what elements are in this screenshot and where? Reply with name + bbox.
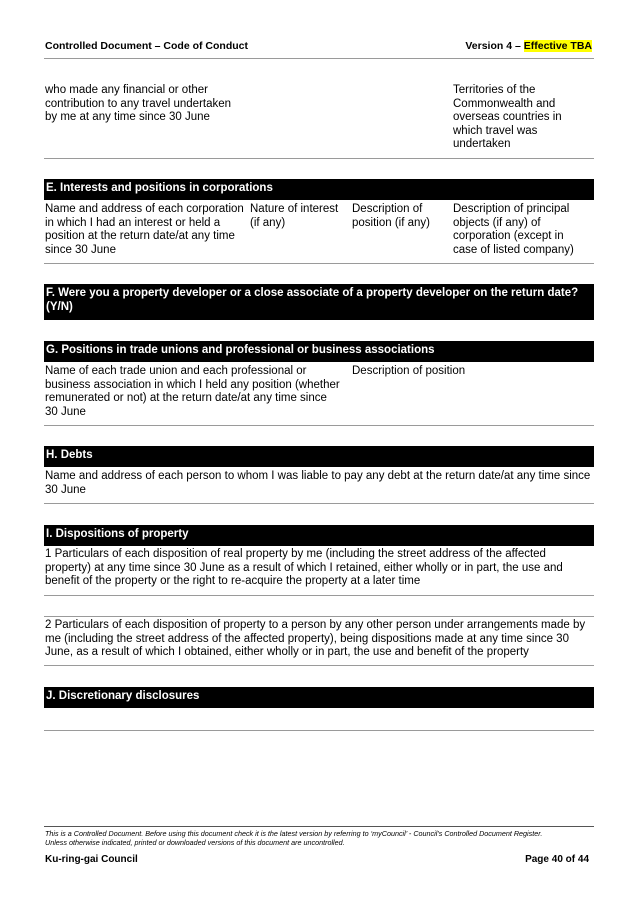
section-e-col-objects: Description of principal objects (if any) of corporation (except in case of listed company) (453, 203, 574, 256)
section-j-rule (44, 730, 594, 731)
section-e-col-position: Description of position (if any) (352, 203, 430, 229)
section-h-rule (44, 503, 594, 504)
section-i-rule-3 (44, 665, 594, 666)
section-g-heading: G. Positions in trade unions and professional or business associations (44, 341, 594, 362)
footer-note-2: Unless otherwise indicated, printed or downloaded versions of this document are uncontrolled. (45, 838, 345, 847)
header-title: Controlled Document – Code of Conduct (45, 40, 248, 52)
section-i-item-2: 2 Particulars of each disposition of property to a person by any other person under arrangements made by me (including the street address of the affected property), being dispositions made at any time since 30 June, as a result of which I obtained, either wholly or in part, the use and benefit of the property (45, 619, 586, 659)
footer-org: Ku-ring-gai Council (45, 854, 138, 865)
version-prefix: Version 4 – (465, 40, 524, 52)
section-e-col-nature: Nature of interest (if any) (250, 203, 339, 229)
travel-col-contributor: who made any financial or other contribution to any travel undertaken by me at any time since 30 June (45, 84, 232, 124)
footer-note-1: This is a Controlled Document. Before using this document check it is the latest version by referring to ‘myCouncil’ - Council’s Controlled Document Register. (45, 829, 543, 838)
section-f-heading: F. Were you a property developer or a close associate of a property developer on the return date? (Y/N) (44, 284, 594, 320)
section-g-col-position: Description of position (352, 365, 466, 377)
travel-col-territories: Territories of the Commonwealth and overseas countries in which travel was undertaken (453, 84, 562, 151)
section-h-heading: H. Debts (44, 446, 594, 467)
travel-rule (44, 158, 594, 159)
section-i-item-1: 1 Particulars of each disposition of real property by me (including the street address of the affected property) at any time since 30 June as a result of which I retained, either wholly or in part, the use and benefit of the property or the right to re-acquire the property at a later time (45, 548, 563, 588)
section-e-rule (44, 263, 594, 264)
section-j-heading: J. Discretionary disclosures (44, 687, 594, 708)
section-i-heading: I. Dispositions of property (44, 525, 594, 546)
section-i-rule-2 (44, 616, 594, 617)
section-h-text: Name and address of each person to whom I was liable to pay any debt at the return date/at any time since 30 June (45, 470, 591, 496)
footer-page-number: Page 40 of 44 (525, 854, 589, 865)
section-g-rule (44, 425, 594, 426)
header-rule (44, 58, 594, 59)
section-i-rule-1 (44, 595, 594, 596)
section-e-heading: E. Interests and positions in corporations (44, 179, 594, 200)
section-e-col-name: Name and address of each corporation in which I had an interest or held a position at the return date/at any time since 30 June (45, 203, 244, 256)
footer-rule (44, 826, 594, 827)
section-g-col-name: Name of each trade union and each professional or business association in which I held any position (whether remunerated or not) at the return date/at any time since 30 June (45, 365, 340, 418)
header-version (465, 40, 592, 52)
version-highlight: Effective TBA (523, 40, 592, 52)
